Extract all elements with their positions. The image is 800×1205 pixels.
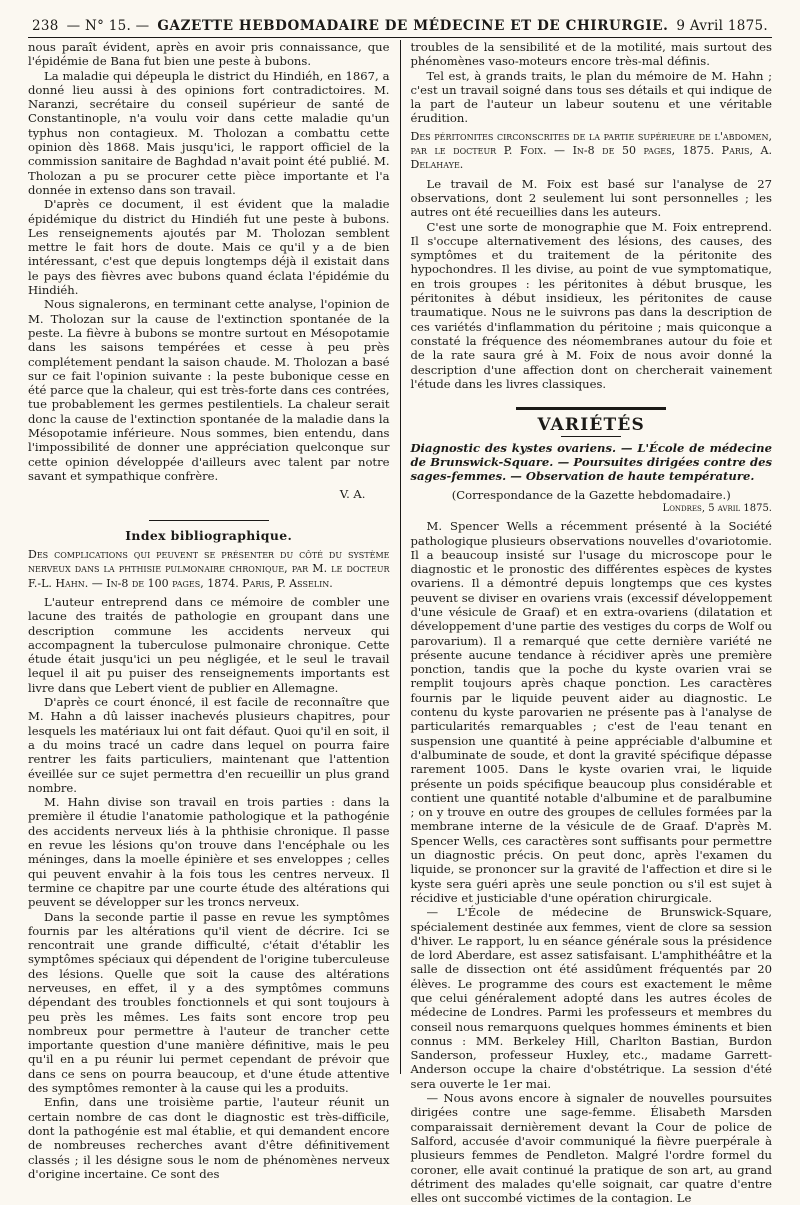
columns xyxy=(28,40,772,1205)
journal-title: GAZETTE HEBDOMADAIRE DE MÉDECINE ET DE CHIRURGIE. xyxy=(157,18,669,34)
left-column xyxy=(28,40,401,1181)
dateline: Londres, 5 avril 1875. xyxy=(662,502,772,514)
paragraph: Dans la seconde partie il passe en revue les symptômes fournis par les altérations qu'il vient de décrire. Ici se rencontrait une grande difficulté, c'était d'établir les symptômes spéciaux qui dépendent de l'origine tuberculeuse des lésions. Quelle que soit la cause des altérations nerveuses, en effet, il y a des symptômes communs dépendant des troubles fonctionnels et qui sont toujours à peu près les mêmes. Les faits sont encore trop peu nombreux pour permettre à l'auteur de trancher cette importante question d'une manière définitive, mais le peu qu'il en a pu réunir lui permet cependant de prévoir que dans ce sens on pourra beaucoup, et d'une étude attentive des symptômes remonter à la cause qui les a produits. xyxy=(28,909,390,1096)
newspaper-page xyxy=(28,14,772,1205)
article-signature: V. A. xyxy=(339,487,366,502)
varietes-heading: VARIÉTÉS xyxy=(411,418,773,436)
paragraph: D'après ce court énoncé, il est facile de reconnaître que M. Hahn a dû laisser inachevés plusieurs chapitres, pour lesquels les matériaux lui ont fait défaut. Quoi qu'il en soit, il a du moins tracé un cadre dans lequel on pourra faire rentrer les faits particuliers, maintenant que l'attention éveillée sur ce sujet permettra d'en recueillir un plus grand nombre. xyxy=(28,695,390,795)
paragraph: M. Hahn divise son travail en trois parties : dans la première il étudie l'anatomie pathologique et la pathogénie des accidents nerveux liés à la phthisie chronique. Il passe en revue les lésions qu'on trouve dans l'encéphale ou les méninges, dans la moelle épinière et ses enveloppes ; celles qui peuvent envahir à la fois tous les centres nerveux. Il termine ce chapitre par une courte étude des altérations qui peuvent se développer sur les troncs nerveux. xyxy=(28,795,390,910)
paragraph: Tel est, à grands traits, le plan du mémoire de M. Hahn ; c'est un travail soigné dans tous ses détails et qui indique de la part de l'auteur un labeur soutenu et une véritable érudition. xyxy=(410,68,772,126)
issue-date: 9 Avril 1875. xyxy=(676,18,768,34)
paragraph: C'est une sorte de monographie que M. Foix entreprend. Il s'occupe alternativement des lésions, des causes, des symptômes et du traitement de la péritonite des hypochondres. Il les divise, au point de vue symptomatique, en trois groupes : les péritonites à début brusque, les péritonites à début insidieux, les péritonites de cause traumatique. Nous ne le suivrons pas dans la description de ces variétés d'inflammation du péritoine ; mais quiconque a constaté la fréquence des néomembranes autour du foie et de la rate saura gré à M. Foix de nous avoir donné la description d'une affection dont on chercherait vainement l'étude dans les livres classiques. xyxy=(410,219,772,391)
paragraph: troubles de la sensibilité et de la motilité, mais surtout des phénomènes vaso-moteurs encore très-mal définis. xyxy=(410,40,772,69)
paragraph: M. Spencer Wells a récemment présenté à la Société pathologique plusieurs observations nouvelles d'ovariotomie. Il a beaucoup insisté sur l'usage du microscope pour le diagnostic et le pronostic des différentes espèces de kystes ovariens. Il a démontré depuis longtemps que ces kystes peuvent se diviser en ovariens vrais (excessif développement d'une vésicule de Graaf) et en extra-ovariens (dilatation et développement d'une partie des vestiges du corps de Wolf ou parovarium). Il a remarqué que cette dernière variété ne présente aucune tendance à récidiver après une première ponction, tandis que la poche du kyste ovarien vrai se remplit toujours après chaque ponction. Les caractères fournis par le liquide peuvent aider au diagnostic. Le contenu du kyste parovarien ne présente pas à l'analyse de particularités remarquables ; c'est de l'eau tenant en suspension une quantité à peine appréciable d'albumine et d'albuminate de soude, et dont la gravité spécifique dépasse rarement 1005. Dans le kyste ovarien vrai, le liquide présente un poids spécifique beaucoup plus considérable et contient une quantité notable d'albumine et de paralbumine ; on y trouve en outre des groupes de cellules formées par la membrane interne de la vésicule de de Graaf. D'après M. Spencer Wells, ces caractères sont suffisants pour permettre un diagnostic précis. On peut donc, après l'examen du liquide, se prononcer sur la gravité de l'affection et dire si le kyste sera guéri après une seule ponction ou s'il est sujet à récidive et justiciable d'une opération chirurgicale. xyxy=(410,519,772,905)
paragraph: L'auteur entreprend dans ce mémoire de combler une lacune des traités de pathologie en groupant dans une description commune les accidents nerveux qui accompagnent la tuberculose pulmonaire chronique. Cette étude était jusqu'ici un peu négligée, et le seul le travail lequel il ait pu puiser des renseignements importants est livre dans que Lebert vient de publier en Allemagne. xyxy=(28,594,390,695)
page-header xyxy=(28,14,772,38)
bibliographic-reference: Des péritonites circonscrites de la partie supérieure de l'abdomen, par le docteur P. Foix. — In-8 de 50 pages, 1875. Paris, A. Delahaye. xyxy=(410,129,772,172)
paragraph: nous paraît évident, après en avoir pris connaissance, que l'épidémie de Bana fut bien une peste à bubons. xyxy=(28,40,390,69)
correspondence-line: (Correspondance de la Gazette hebdomadaire.) xyxy=(451,487,731,502)
section-divider xyxy=(411,399,773,413)
paragraph: Le travail de M. Foix est basé sur l'analyse de 27 observations, dont 2 seulement lui sont personnelles ; les autres ont été recueillies dans les auteurs. xyxy=(410,176,772,220)
page-number: 238 xyxy=(32,18,59,34)
right-column xyxy=(401,40,773,1205)
paragraph: — Nous avons encore à signaler de nouvelles poursuites dirigées contre une sage-femme. Élisabeth Marsden comparaissait dernièrement devant la Cour de police de Salford, accusée d'avoir communiqué la fièvre puerpérale à plusieurs femmes de Pendleton. Malgré l'ordre formel du coroner, elle avait continué la pratique de son art, au grand détriment des malades qu'elle soignait, car quatre d'entre elles ont succombé victimes de la contagion. Le xyxy=(410,1091,772,1205)
paragraph: Nous signalerons, en terminant cette analyse, l'opinion de M. Tholozan sur la cause de l'extinction spontanée de la peste. La fièvre à bubons se montre surtout en Mésopotamie dans les saisons tempérées et cesse à peu près complétement pendant la saison chaude. M. Tholozan a basé sur ce fait l'opinion suivante : la peste bubonique cesse en été parce que la chaleur, qui est très-forte dans ces contrées, tue probablement les germes pestilentiels. La chaleur serait donc la cause de l'extinction spontanée de la maladie dans la Mésopotamie inférieure. Nous sommes, bien entendu, dans l'impossibilité de donner une appréciation quelconque sur cette opinion développée d'ailleurs avec talent par notre savant et sympathique confrère. xyxy=(28,297,390,483)
varietes-subtitle: Diagnostic des kystes ovariens. — L'École de médecine de Brunswick-Square. — Poursuites dirigées contre des sages-femmes. — Observation de haute température. xyxy=(410,440,772,484)
bibliographic-reference: Des complications qui peuvent se présenter du côté du système nerveux dans la phthisie pulmonaire chronique, par M. le docteur F.-L. Hahn. — In-8 de 100 pages, 1874. Paris, P. Asselin. xyxy=(28,548,390,590)
index-title: Index bibliographique. xyxy=(125,527,293,543)
section-divider xyxy=(28,510,390,524)
issue-number: — N° 15. — xyxy=(66,18,150,34)
paragraph: — L'École de médecine de Brunswick-Square, spécialement destinée aux femmes, vient de clore sa session d'hiver. Le rapport, lu en séance générale sous la présidence de lord Aberdare, est assez satisfaisant. L'amphithéâtre et la salle de dissection ont été assidûment fréquentés par 20 élèves. Le programme des cours est exactement le même que celui généralement adopté dans les autres écoles de médecine de Londres. Parmi les professeurs et membres du conseil nous remarquons quelques hommes éminents et bien connus : MM. Berkeley Hill, Charlton Bastian, Burdon Sanderson, professeur Huxley, etc., madame Garrett-Anderson occupe la chaire d'obstétrique. La session d'été sera ouverte le 1er mai. xyxy=(410,905,772,1091)
paragraph: D'après ce document, il est évident que la maladie épidémique du district du Hindiéh fut une peste à bubons. Les renseignements ajoutés par M. Tholozan semblent mettre le fait hors de doute. Mais ce qu'il y a de bien intéressant, c'est que depuis longtemps déjà il existait dans le pays des fièvres avec bubons quand éclata l'épidémie du Hindiéh. xyxy=(28,197,390,298)
paragraph: Enfin, dans une troisième partie, l'auteur réunit un certain nombre de cas dont le diagnostic est très-difficile, dont la pathogénie est mal établie, et qui demandent encore de nombreuses recherches avant d'être définitivement classés ; il les désigne sous le nom de phénomènes nerveux d'origine incertaine. Ce sont des xyxy=(28,1095,390,1181)
paragraph: La maladie qui dépeupla le district du Hindiéh, en 1867, a donné lieu aussi à des opinions fort contradictoires. M. Naranzi, secrétaire du conseil supérieur de santé de Constantinople, n'a voulu voir dans cette maladie qu'un typhus non contagieux. M. Tholozan a combattu cette opinion dès 1868. Mais jusqu'ici, le rapport officiel de la commission sanitaire de Baghdad n'avait point été publié. M. Tholozan a pu se procurer cette pièce importante et l'a donnée in extenso dans son travail. xyxy=(28,68,390,197)
